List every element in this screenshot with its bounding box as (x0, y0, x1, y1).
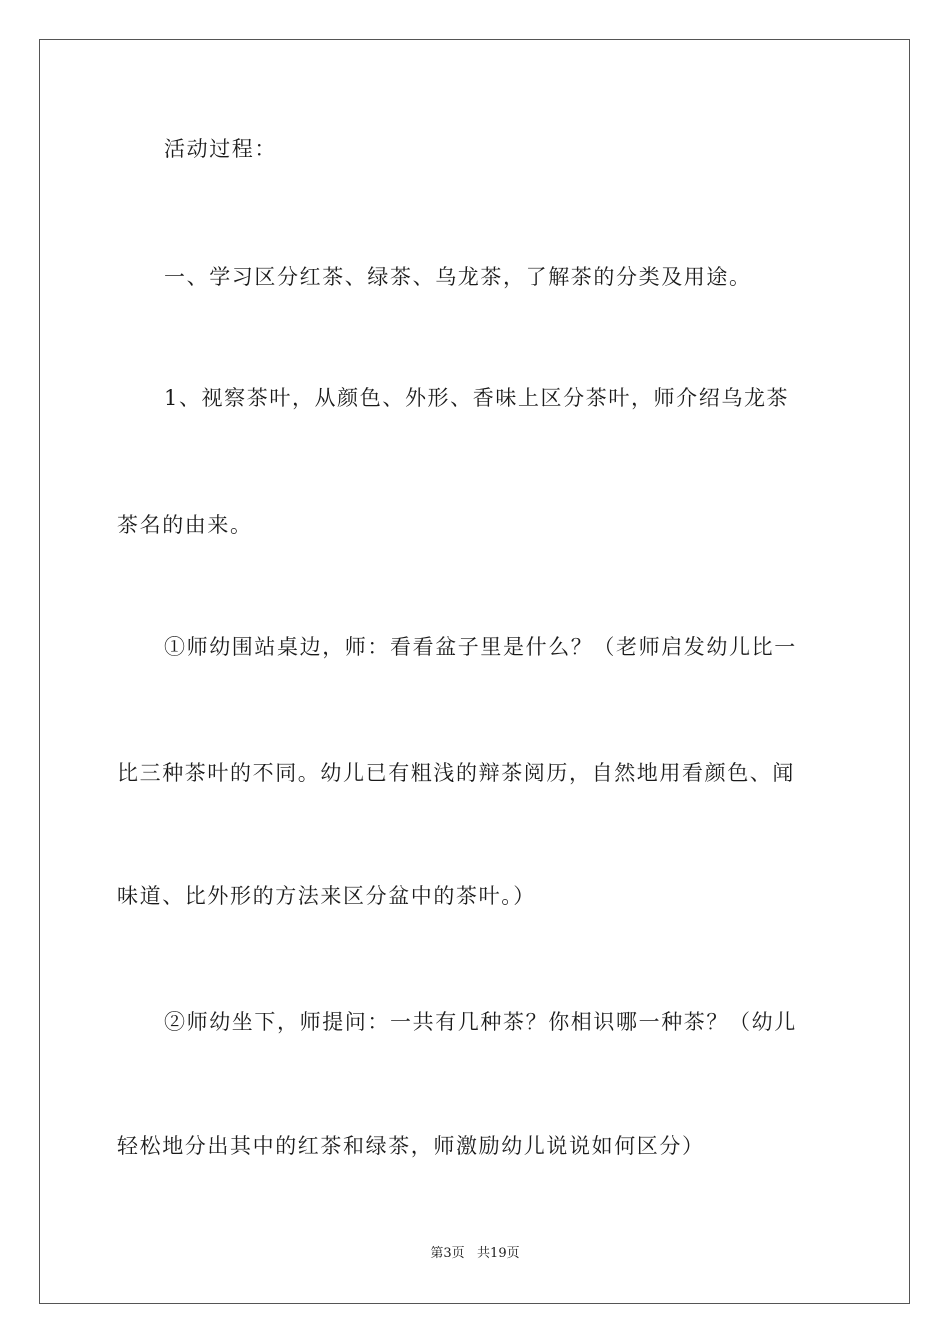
text-line-point-one: ①师幼围站桌边，师：看看盆子里是什么？（老师启发幼儿比一 (164, 635, 797, 659)
text-line-point-two-cont: 轻松地分出其中的红茶和绿茶，师激励幼儿说说如何区分） (117, 1134, 705, 1158)
text-line-section-one: 一、学习区分红茶、绿茶、乌龙茶，了解茶的分类及用途。 (164, 265, 752, 289)
page-border (39, 39, 910, 1304)
text-line-item-one: 1、视察茶叶，从颜色、外形、香味上区分茶叶，师介绍乌龙茶 (164, 386, 790, 410)
text-line-point-two: ②师幼坐下，师提问：一共有几种茶？你相识哪一种茶？（幼儿 (164, 1010, 797, 1034)
page-number-footer: 第3页 共19页 (430, 1246, 520, 1261)
text-line-heading: 活动过程： (164, 137, 277, 161)
text-line-item-one-cont: 茶名的由来。 (117, 513, 253, 537)
text-line-point-one-cont-b: 味道、比外形的方法来区分盆中的茶叶。） (117, 884, 536, 908)
text-line-point-one-cont-a: 比三种茶叶的不同。幼儿已有粗浅的辩茶阅历，自然地用看颜色、闻 (117, 761, 795, 785)
